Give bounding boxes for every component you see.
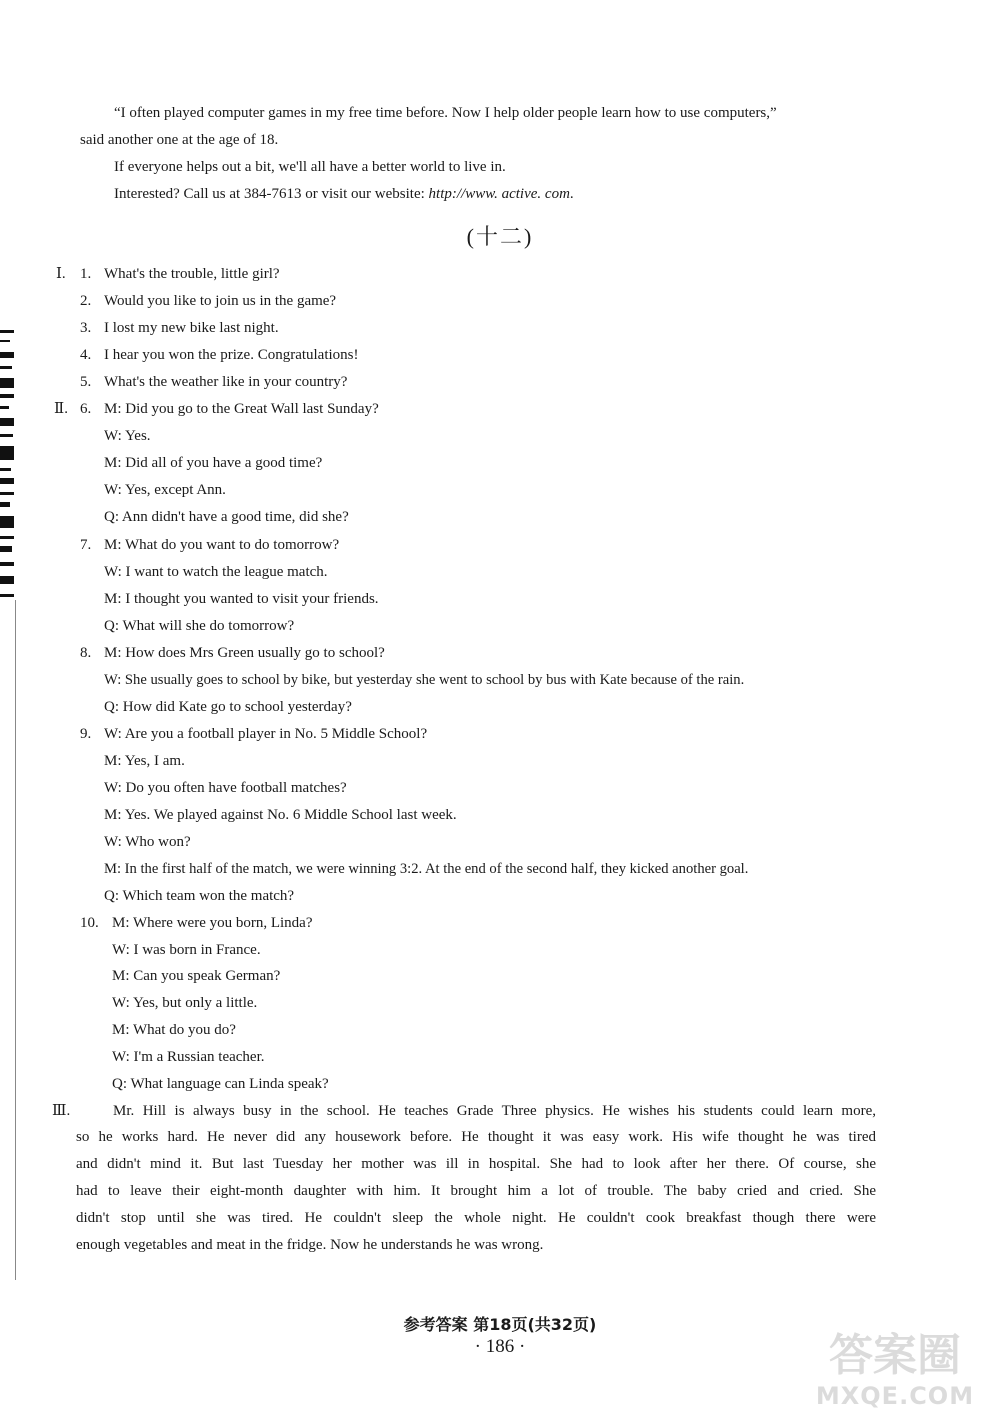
part1-item-num: 5. — [80, 374, 92, 390]
dialogue-line: M: What do you want to do tomorrow? — [104, 537, 340, 553]
dialogue-line: W: Who won? — [104, 834, 191, 850]
intro-line-1: “I often played computer games in my free time before. Now I help older people learn how to use computers,” — [114, 105, 777, 121]
dialogue-line: M: Can you speak German? — [112, 968, 281, 984]
binding-marks — [0, 330, 15, 600]
part3-line: didn't stop until she was tired. He couldn't sleep the whole night. He couldn't cook breakfast though there were — [76, 1210, 876, 1226]
part1-item-text: Would you like to join us in the game? — [104, 293, 337, 309]
part1-item-text: What's the weather like in your country? — [104, 374, 348, 390]
part3-line: had to leave their eight-month daughter with him. It brought him a lot of trouble. The baby cried and cried. She — [76, 1183, 876, 1199]
part2-marker: Ⅱ. — [54, 401, 68, 417]
watermark-url: MXQE.COM — [815, 1382, 975, 1410]
dialogue-num: 7. — [80, 537, 92, 553]
part1-item-num: 2. — [80, 293, 92, 309]
page-number: · 186 · — [474, 1336, 526, 1357]
dialogue-num: 8. — [80, 645, 92, 661]
part1-item-text: I lost my new bike last night. — [104, 320, 279, 336]
dialogue-num: 6. — [80, 401, 92, 417]
part1-marker: Ⅰ. — [56, 266, 66, 282]
part3-line: Mr. Hill is always busy in the school. He teaches Grade Three physics. He wishes his students could learn more, — [113, 1103, 876, 1119]
dialogue-line: Q: Which team won the match? — [104, 888, 295, 904]
part1-item-num: 3. — [80, 320, 92, 336]
watermark-logo-text: 答案圈 — [829, 1330, 961, 1381]
part1-item-text: What's the trouble, little girl? — [104, 266, 280, 282]
part3-marker: Ⅲ. — [52, 1103, 71, 1119]
dialogue-line: M: Yes, I am. — [104, 753, 185, 769]
contact-line — [114, 184, 574, 204]
website-link[interactable]: http://www. active. com — [428, 186, 570, 202]
dialogue-line: W: Do you often have football matches? — [104, 780, 347, 796]
part1-item-text: I hear you won the prize. Congratulations! — [104, 347, 359, 363]
dialogue-line: M: How does Mrs Green usually go to school? — [104, 645, 385, 661]
dialogue-line: Q: Ann didn't have a good time, did she? — [104, 509, 349, 525]
dialogue-line: M: Did all of you have a good time? — [104, 455, 323, 471]
dialogue-line: W: Are you a football player in No. 5 Middle School? — [104, 726, 428, 742]
dialogue-line: M: Where were you born, Linda? — [112, 915, 313, 931]
dialogue-line: Q: How did Kate go to school yesterday? — [104, 699, 352, 715]
answer-page-label: 参考答案 第18页(共32页) — [403, 1315, 597, 1334]
dialogue-line: W: Yes, except Ann. — [104, 482, 226, 498]
section-title: (十二) — [466, 224, 534, 249]
dialogue-line: W: Yes. — [104, 428, 151, 444]
dialogue-line: M: Did you go to the Great Wall last Sunday? — [104, 401, 379, 417]
dialogue-line: W: I was born in France. — [112, 942, 261, 958]
dialogue-num: 9. — [80, 726, 92, 742]
contact-suffix: . — [569, 186, 574, 202]
dialogue-line: W: Yes, but only a little. — [112, 995, 258, 1011]
dialogue-line: Q: What language can Linda speak? — [112, 1076, 329, 1092]
dialogue-line: W: I'm a Russian teacher. — [112, 1049, 265, 1065]
contact-prefix: Interested? Call us at 384-7613 or visit our website: — [114, 186, 429, 202]
part1-item-num: 1. — [80, 266, 92, 282]
dialogue-line: M: What do you do? — [112, 1022, 236, 1038]
dialogue-line: W: I want to watch the league match. — [104, 564, 328, 580]
dialogue-line: M: I thought you wanted to visit your friends. — [104, 591, 379, 607]
dialogue-line: M: In the first half of the match, we were winning 3:2. At the end of the second half, they kicked another goal. — [104, 861, 749, 877]
watermark-logo — [800, 1332, 990, 1416]
part3-line: so he works hard. He never did any housework before. He thought it was easy work. His wife thought he was tired — [76, 1129, 876, 1145]
intro-line-2: said another one at the age of 18. — [80, 132, 279, 148]
margin-line — [15, 600, 16, 1280]
part1-item-num: 4. — [80, 347, 92, 363]
dialogue-num: 10. — [80, 915, 99, 931]
part3-line: and didn't mind it. But last Tuesday her mother was ill in hospital. She had to look after her there. Of course, she — [76, 1156, 876, 1172]
dialogue-line: M: Yes. We played against No. 6 Middle School last week. — [104, 807, 457, 823]
dialogue-line: W: She usually goes to school by bike, but yesterday she went to school by bus with Kate because of the rain. — [104, 672, 745, 688]
part3-line: enough vegetables and meat in the fridge. Now he understands he was wrong. — [76, 1237, 544, 1253]
intro-line-3: If everyone helps out a bit, we'll all have a better world to live in. — [114, 159, 506, 175]
dialogue-line: Q: What will she do tomorrow? — [104, 618, 295, 634]
